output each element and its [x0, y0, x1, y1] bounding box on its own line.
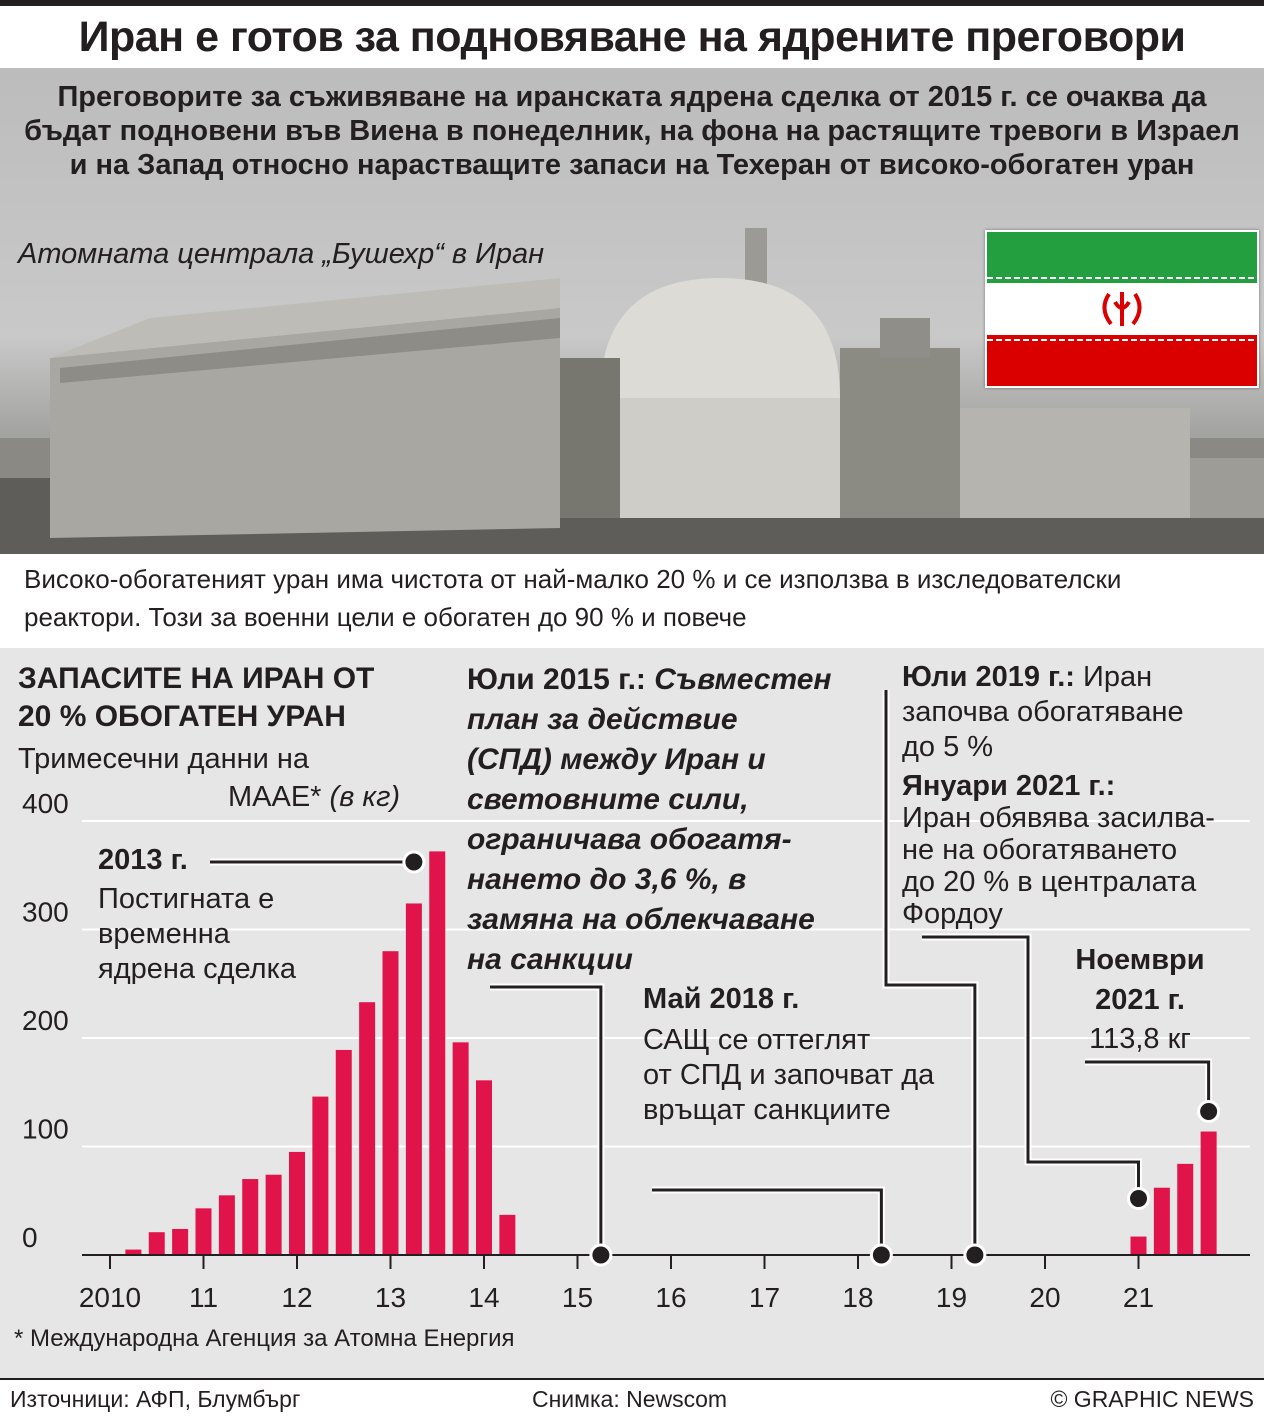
x-tick-label: 11	[188, 1282, 219, 1313]
event-marker	[965, 1245, 985, 1265]
photo-caption: Атомната централа „Бушехр“ в Иран	[18, 238, 545, 270]
footer	[0, 1378, 1264, 1420]
annotation-jul-2019-line3: до 5 %	[902, 731, 994, 763]
footnote: * Международна Агенция за Атомна Енергия	[14, 1325, 515, 1352]
bar	[219, 1195, 235, 1255]
chart-title-line1: ЗАПАСИТЕ НА ИРАН ОТ	[18, 662, 375, 695]
annotation-nov-2021-value: 113,8 кг	[1089, 1023, 1191, 1055]
annotation-2013-head: 2013 г.	[98, 844, 188, 876]
x-tick-label: 16	[655, 1282, 687, 1313]
event-marker	[404, 852, 424, 872]
annotation-2013-line2: временна	[98, 918, 230, 950]
y-tick-label: 100	[22, 1113, 69, 1145]
annotation-jan-2021-line1: Иран обявява засилва-	[902, 802, 1215, 834]
bar	[336, 1050, 352, 1255]
footer-copyright: © GRAPHIC NEWS	[1050, 1386, 1254, 1412]
annotation-jul-2015-line3: (СПД) между Иран и	[467, 743, 766, 776]
annotation-jul-2015-line7: замяна на облекчаване	[467, 903, 815, 936]
annotation-jul-2019	[902, 660, 1184, 765]
bar	[172, 1229, 188, 1255]
leader-line	[652, 1190, 881, 1265]
chart-title-line2: 20 % ОБОГАТЕН УРАН	[18, 700, 346, 733]
annotation-jan-2021-line3: до 20 % в централата	[902, 866, 1197, 898]
footer-sources: Източници: АФП, Блумбърг	[10, 1386, 301, 1412]
event-marker	[871, 1245, 891, 1265]
bar	[453, 1042, 469, 1255]
annotation-nov-2021-head2: 2021 г.	[1095, 984, 1185, 1016]
annotation-jul-2015-line4: световните сили,	[467, 783, 749, 816]
annotation-jul-2015	[467, 660, 897, 980]
y-tick-label: 300	[22, 896, 69, 928]
annotation-may-2018	[643, 982, 934, 1128]
chart-subtitle-line1: Тримесечни данни на	[18, 743, 310, 775]
event-marker	[591, 1245, 611, 1265]
x-tick-label: 19	[935, 1282, 968, 1313]
y-tick-label: 200	[22, 1005, 69, 1036]
annotation-jul-2015-line8: на санкции	[467, 943, 633, 976]
bar	[1154, 1188, 1170, 1255]
event-marker	[1199, 1102, 1219, 1122]
annotation-jul-2015-line6: нането до 3,6 %, в	[467, 863, 747, 896]
x-tick-label: 20	[1029, 1282, 1061, 1313]
bar	[429, 851, 445, 1255]
event-marker	[1129, 1189, 1149, 1209]
x-tick-label: 13	[374, 1282, 407, 1313]
x-tick-label: 2010	[78, 1282, 142, 1313]
bar	[359, 1002, 375, 1255]
bar	[1201, 1132, 1217, 1255]
bar	[1177, 1164, 1193, 1255]
annotation-nov-2021-head1: Ноември	[1075, 944, 1205, 976]
bar	[406, 903, 422, 1255]
y-tick-label: 0	[22, 1222, 38, 1253]
x-tick-label: 15	[561, 1282, 594, 1313]
bar	[289, 1152, 305, 1255]
annotation-may-2018-line3: връщат санкциите	[643, 1094, 891, 1126]
uranium-note: Високо-обогатеният уран има чистота от най-малко 20 % и се използва в изследователски реактори. Този за военни цели е обогатен до 90 % и повече	[24, 564, 1122, 632]
x-tick-label: 21	[1122, 1282, 1155, 1313]
leader-line	[1085, 1062, 1209, 1112]
annotation-2013	[98, 843, 296, 987]
annotation-jan-2021-head: Януари 2021 г.:	[902, 770, 1116, 802]
annotation-jul-2015-head: Юли 2015 г.:	[467, 663, 646, 696]
annotation-2013-line3: ядрена сделка	[98, 953, 297, 985]
bar	[149, 1232, 165, 1255]
annotation-jul-2015-line2: план за действие	[467, 703, 738, 736]
bar	[499, 1215, 515, 1255]
footer-photo-credit: Снимка: Newscom	[532, 1386, 728, 1412]
bar	[383, 951, 399, 1255]
unit-label: (в кг)	[329, 781, 401, 813]
annotation-jul-2015-line1: Съвместен	[654, 663, 832, 696]
bar	[196, 1208, 212, 1255]
x-tick-label: 14	[468, 1282, 500, 1313]
annotation-2013-line1: Постигната е	[98, 883, 275, 915]
bar	[476, 1080, 492, 1255]
annotation-jan-2021-line4: Фордоу	[902, 898, 1003, 930]
leader-line-halo	[1085, 1062, 1209, 1112]
annotation-jul-2019-head: Юли 2019 г.:	[902, 661, 1075, 693]
leader-line-halo	[652, 1190, 881, 1265]
x-tick-label: 18	[842, 1282, 874, 1313]
annotation-may-2018-line2: от СПД и започват да	[643, 1059, 935, 1091]
annotation-jul-2015-line5: ограничава обогатя-	[467, 823, 792, 856]
annotation-may-2018-head: Май 2018 г.	[643, 983, 800, 1015]
subtitle: Преговорите за съживяване на иранската ядрена сделка от 2015 г. се очаква да бъдат подновени във Виена в понеделник, на фона на растящите тревоги в Израел и на Запад относно нарастващите запаси на Техеран от високо-обогатен уран	[24, 81, 1240, 181]
annotation-may-2018-line1: САЩ се оттеглят	[643, 1024, 871, 1056]
annotation-jul-2019-line1: Иран	[1083, 661, 1153, 693]
x-tick-label: 12	[281, 1282, 313, 1313]
annotation-jan-2021-line2: не на обогатяването	[902, 834, 1178, 866]
annotation-jan-2021	[902, 770, 1215, 930]
bar	[312, 1097, 328, 1255]
x-tick-label: 17	[748, 1282, 781, 1313]
source-agency: МААЕ*	[228, 781, 322, 813]
bar	[266, 1175, 282, 1255]
bar	[1131, 1237, 1147, 1255]
annotation-jul-2019-line2: започва обогатяване	[902, 696, 1184, 728]
annotation-nov-2021	[1050, 940, 1230, 1057]
page-title: Иран е готов за подновяване на ядрените преговори	[78, 13, 1186, 61]
y-tick-label: 400	[22, 788, 69, 819]
bar	[242, 1179, 258, 1255]
